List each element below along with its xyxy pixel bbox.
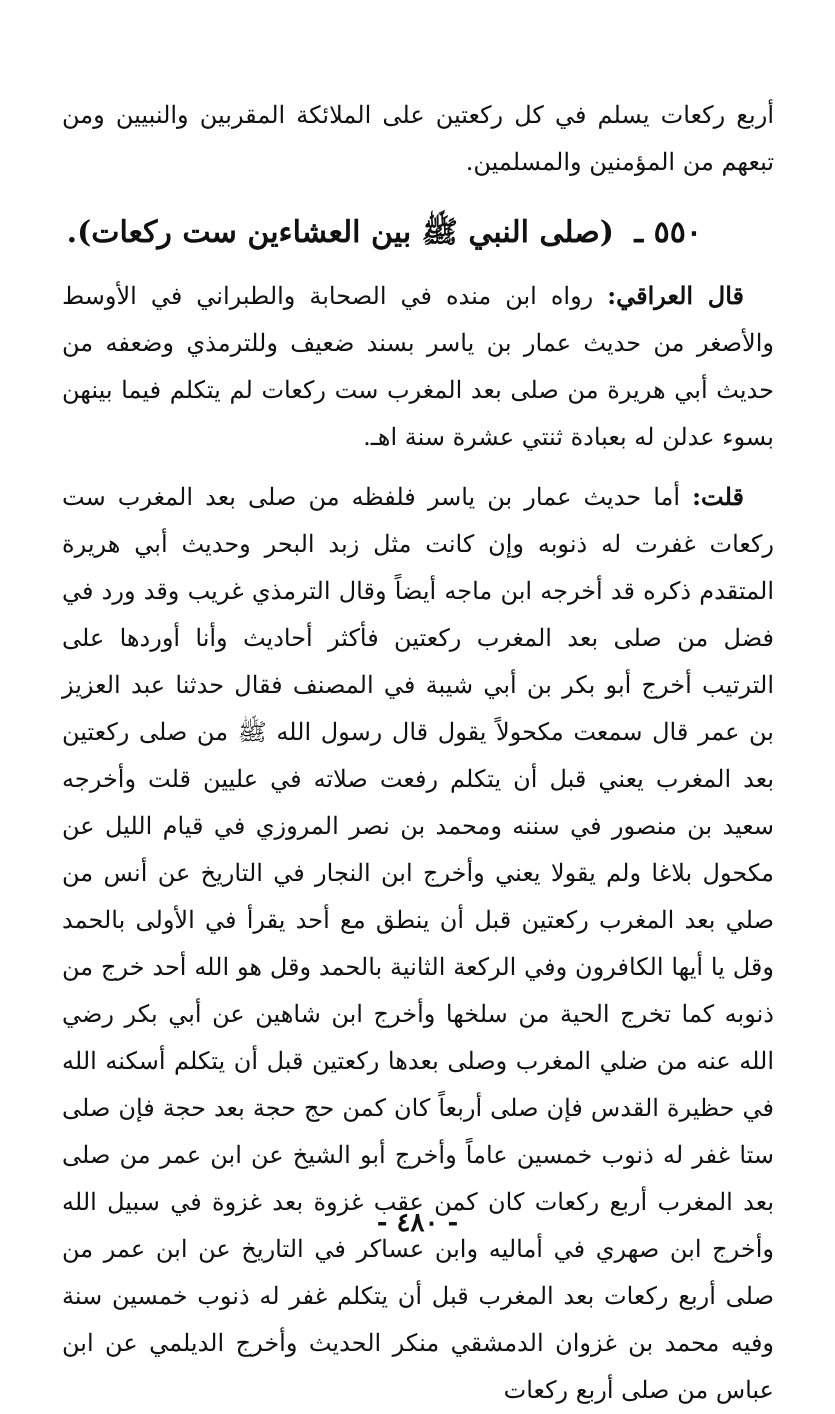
section-heading — [62, 208, 774, 258]
qultu-paragraph — [62, 473, 774, 1414]
section-title: (صلى النبي ﷺ بين العشاءين ست ركعات). — [66, 215, 614, 250]
paragraph-gap — [62, 461, 774, 473]
page-number: - ٤٨٠ - — [376, 1208, 459, 1238]
iraqi-text: رواه ابن منده في الصحابة والطبراني في الأوسط والأصغر من حديث عمار بن ياسر بسند ضعيف وللترمذي وضعفه من حديث أبي هريرة من صلى بعد المغرب ست ركعات لم يتكلم فيما بينهن بسوء عدلن له بعبادة ثنتي عشرة سنة اهـ. — [62, 282, 774, 451]
intro-paragraph: أربع ركعات يسلم في كل ركعتين على الملائكة المقربين والنبيين ومن تبعهم من المؤمنين والمسلمين. — [62, 101, 774, 176]
qultu-text: أما حديث عمار بن ياسر فلفظه من صلى بعد المغرب ست ركعات غفرت له ذنوبه وإن كانت مثل زبد البحر وحديث أبي هريرة المتقدم ذكره قد أخرجه ابن ماجه أيضاً وقال الترمذي غريب وقد ورد في فضل من صلى بعد المغرب ركعتين فأكثر أحاديث وأنا أوردها على الترتيب أخرج أبو بكر بن أبي شيبة في المصنف فقال حدثنا عبد العزيز بن عمر قال سمعت مكحولاً يقول قال رسول الله ﷺ من صلى ركعتين بعد المغرب يعني قبل أن يتكلم رفعت صلاته في عليين قلت وأخرجه سعيد بن منصور في سننه ومحمد بن نصر المروزي في قيام الليل عن مكحول بلاغا ولم يقولا يعني وأخرج ابن النجار في التاريخ عن أنس من صلي بعد المغرب ركعتين قبل أن ينطق مع أحد يقرأ في الأولى بالحمد وقل يا أيها الكافرون وفي الركعة الثانية بالحمد وقل هو الله أحد خرج من ذنوبه كما تخرج الحية من سلخها وأخرج ابن شاهين عن أبي بكر رضي الله عنه من ضلي المغرب وصلى بعدها ركعتين قبل أن يتكلم أسكنه الله في حظيرة القدس فإن صلى أربعاً كان كمن حج حجة بعد حجة فإن صلى ستا غفر له ذنوب خمسين عاماً وأخرج أبو الشيخ عن ابن عمر من صلى بعد المغرب أربع ركعات كان كمن عقب غزوة بعد غزوة في سبيل الله وأخرج ابن صهري في أماليه وابن عساكر في التاريخ عن ابن عمر من صلى أربع ركعات بعد المغرب قبل أن يتكلم غفر له ذنوب خمسين سنة وفيه محمد بن غزوان الدمشقي منكر الحديث وأخرج الديلمي عن ابن عباس من صلى أربع ركعات — [62, 483, 775, 1404]
section-number: ٥٥٠ ـ — [634, 215, 702, 250]
iraqi-paragraph — [62, 272, 774, 461]
iraqi-lead: قال العراقي: — [607, 281, 744, 310]
qultu-lead: قلت: — [692, 482, 744, 511]
